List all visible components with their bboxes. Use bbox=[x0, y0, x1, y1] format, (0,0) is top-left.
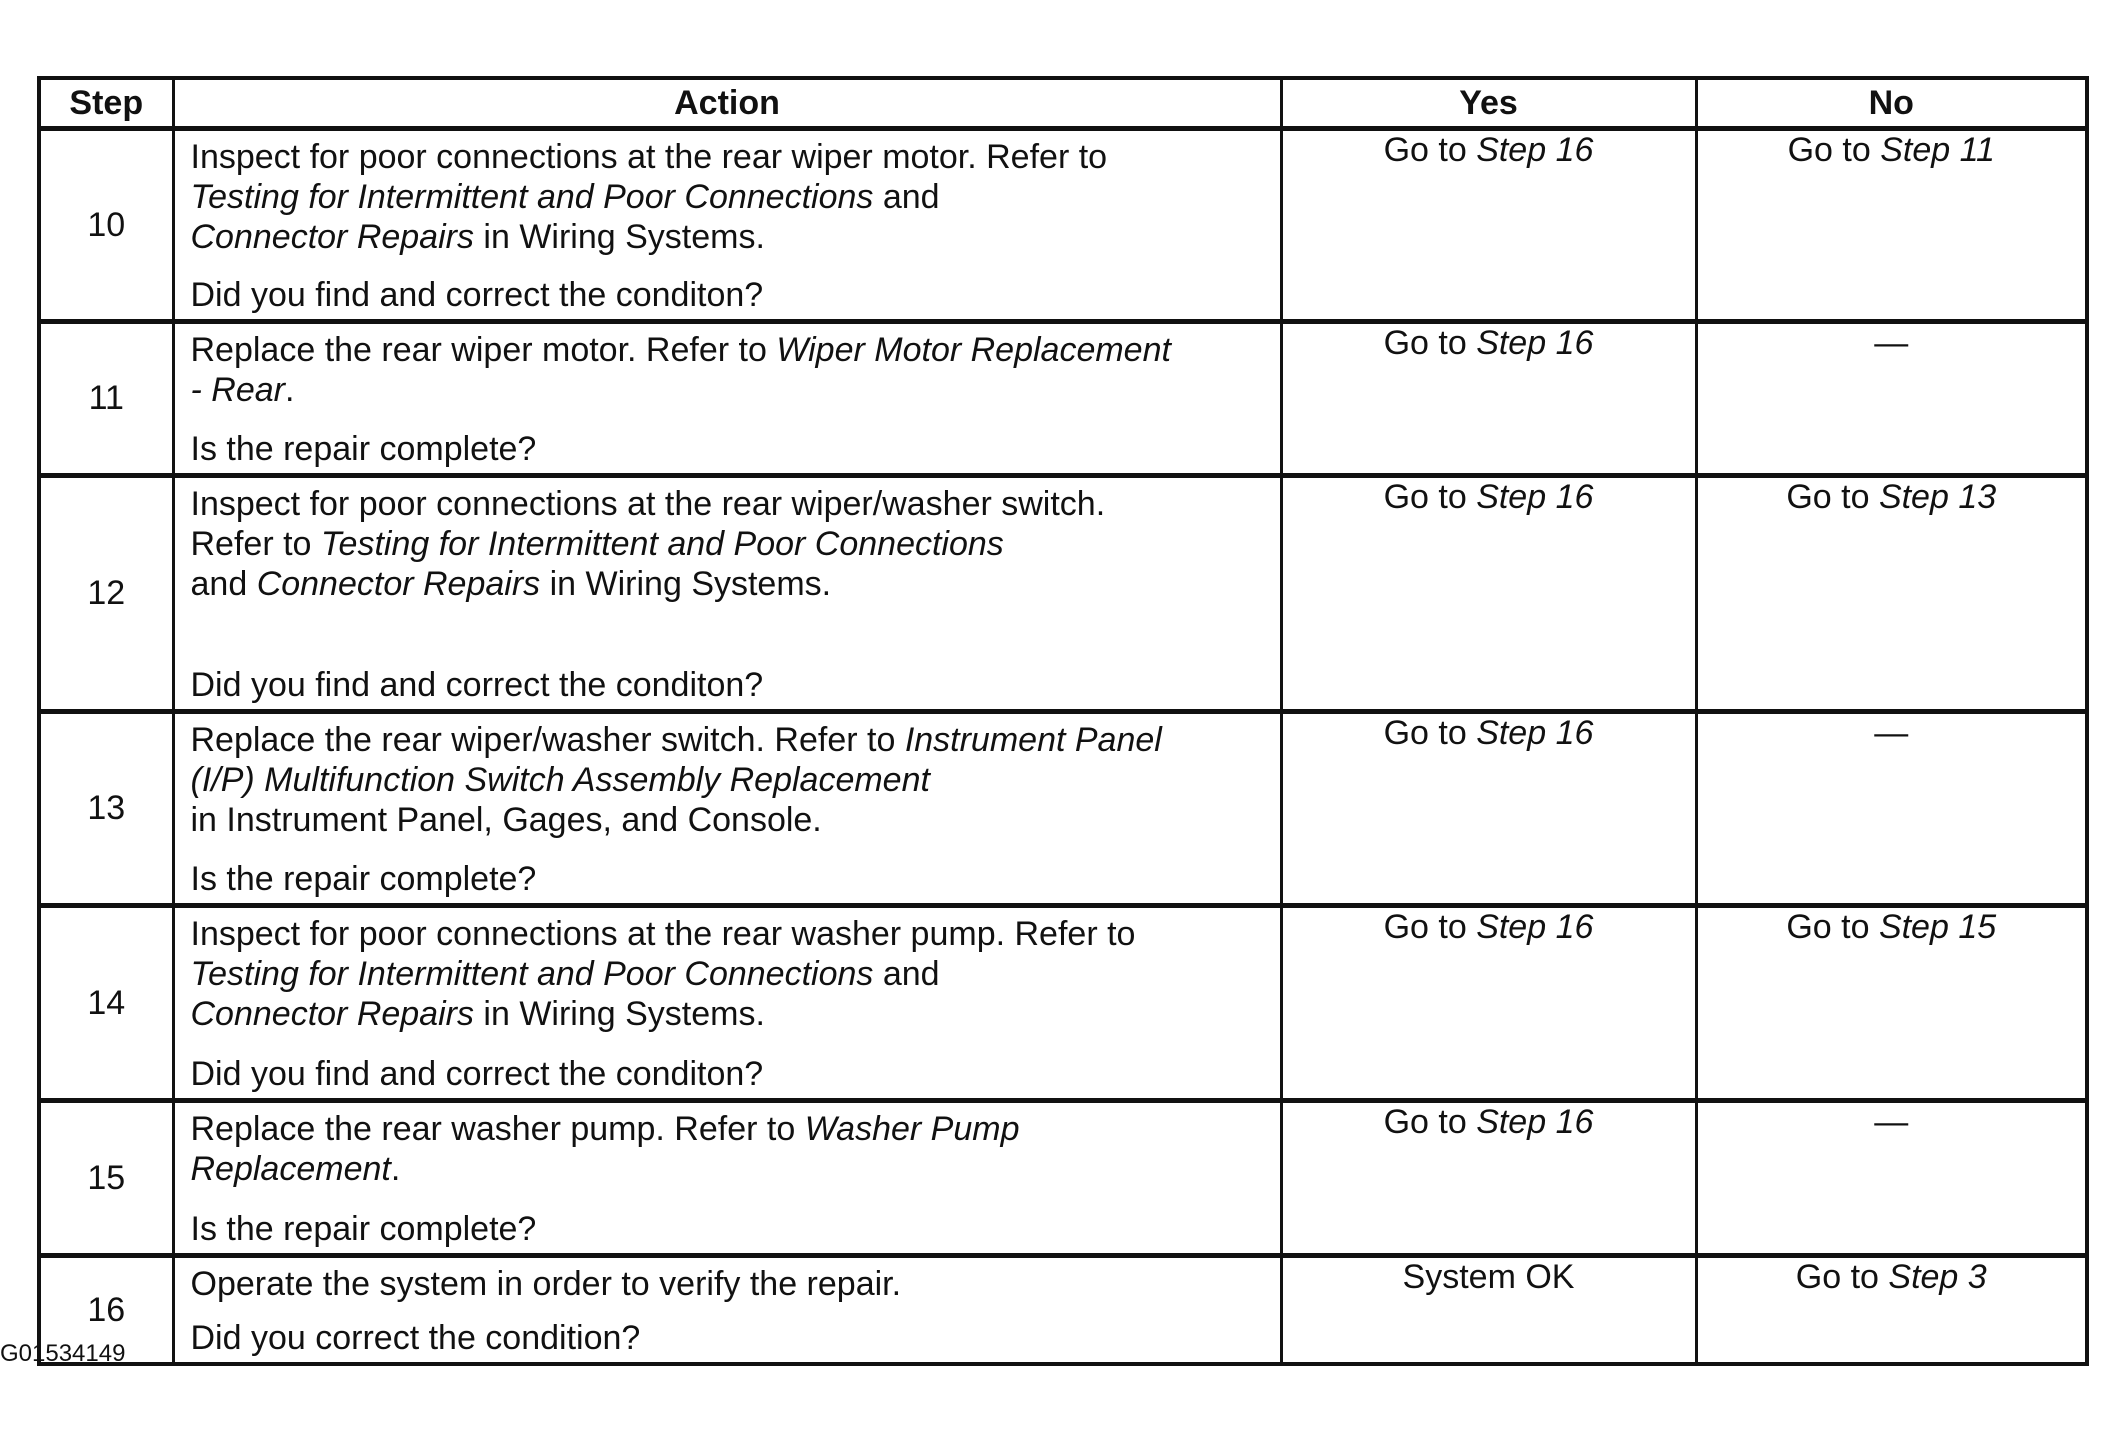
text-segment: Replace the rear washer pump. Refer to bbox=[190, 1110, 805, 1148]
text-segment: Go to bbox=[1383, 714, 1477, 752]
text-segment: Go to bbox=[1383, 478, 1477, 516]
text-segment: in Instrument Panel, Gages, and Console. bbox=[190, 801, 822, 839]
reference-link-text: Wiper Motor Replacement - Rear bbox=[190, 331, 1171, 409]
step-number: 11 bbox=[39, 322, 173, 476]
step-number: 14 bbox=[39, 906, 173, 1101]
reference-link-text: Step 11 bbox=[1880, 131, 1995, 169]
text-segment: Replace the rear wiper/washer switch. Refer to bbox=[190, 721, 905, 759]
text-segment: Go to bbox=[1383, 908, 1477, 946]
header-row bbox=[39, 78, 2087, 129]
no-result-empty bbox=[1696, 322, 2087, 476]
table-body bbox=[39, 129, 2087, 1365]
reference-link-text: Connector Repairs bbox=[256, 565, 541, 603]
reference-link-text: Connector Repairs bbox=[190, 995, 474, 1033]
reference-link-text: Testing for Intermittent and Poor Connections bbox=[190, 178, 874, 216]
text-segment: in Wiring Systems. bbox=[473, 218, 765, 256]
action-question: Is the repair complete? bbox=[190, 1210, 537, 1248]
action-question: Is the repair complete? bbox=[190, 860, 537, 898]
yes-result bbox=[1281, 712, 1696, 906]
reference-link-text: Step 16 bbox=[1476, 1103, 1594, 1141]
action-cell bbox=[173, 1256, 1281, 1365]
table-row bbox=[39, 1256, 2087, 1365]
action-instruction bbox=[191, 914, 1270, 1034]
text-segment: — bbox=[1874, 324, 1909, 362]
figure-id: G01534149 bbox=[0, 1340, 126, 1367]
reference-link-text: Step 16 bbox=[1476, 908, 1594, 946]
text-segment: Go to bbox=[1383, 1103, 1477, 1141]
action-question: Did you find and correct the conditon? bbox=[190, 666, 764, 704]
diagnostic-table bbox=[37, 76, 2089, 1366]
text-segment: Go to bbox=[1383, 131, 1477, 169]
yes-result bbox=[1281, 322, 1696, 476]
reference-link-text: Step 3 bbox=[1888, 1258, 1987, 1296]
step-number: 15 bbox=[39, 1101, 173, 1256]
text-segment: and bbox=[190, 565, 248, 603]
action-cell bbox=[173, 476, 1281, 712]
text-segment: Inspect for poor connections at the rear wiper/washer switch. Refer to bbox=[190, 485, 1106, 563]
no-result bbox=[1696, 906, 2087, 1101]
reference-link-text: Step 16 bbox=[1476, 324, 1594, 362]
text-segment: Operate the system in order to verify the repair. bbox=[190, 1265, 902, 1303]
action-question: Did you correct the condition? bbox=[190, 1319, 641, 1357]
table-row bbox=[39, 712, 2087, 906]
table-row bbox=[39, 476, 2087, 712]
text-segment: — bbox=[1874, 714, 1909, 752]
text-segment: Go to bbox=[1383, 324, 1477, 362]
step-number: 16 bbox=[39, 1256, 173, 1365]
table-row bbox=[39, 322, 2087, 476]
yes-result bbox=[1281, 129, 1696, 322]
reference-link-text: Step 15 bbox=[1878, 908, 1997, 946]
action-cell bbox=[173, 129, 1281, 322]
text-segment: . bbox=[284, 371, 295, 409]
action-instruction bbox=[191, 1109, 1270, 1189]
action-instruction bbox=[191, 720, 1270, 840]
header-yes: Yes bbox=[1281, 78, 1696, 129]
text-segment: Go to bbox=[1786, 908, 1879, 946]
reference-link-text: Step 16 bbox=[1476, 131, 1594, 169]
text-segment: in Wiring Systems. bbox=[540, 565, 832, 603]
action-instruction bbox=[191, 330, 1270, 410]
header-step: Step bbox=[39, 78, 173, 129]
text-segment: — bbox=[1874, 1103, 1909, 1141]
text-segment: Inspect for poor connections at the rear wiper motor. Refer to bbox=[190, 138, 1108, 176]
step-number: 13 bbox=[39, 712, 173, 906]
action-question: Is the repair complete? bbox=[190, 430, 537, 468]
text-segment: System OK bbox=[1402, 1258, 1575, 1296]
action-cell bbox=[173, 906, 1281, 1101]
no-result-empty bbox=[1696, 712, 2087, 906]
action-cell bbox=[173, 322, 1281, 476]
reference-link-text: Testing for Intermittent and Poor Connections bbox=[320, 525, 1004, 563]
action-cell bbox=[173, 1101, 1281, 1256]
header-no: No bbox=[1696, 78, 2087, 129]
action-question: Did you find and correct the conditon? bbox=[190, 276, 764, 314]
header-action: Action bbox=[173, 78, 1281, 129]
yes-result bbox=[1281, 1101, 1696, 1256]
step-number: 12 bbox=[39, 476, 173, 712]
reference-link-text: Connector Repairs bbox=[190, 218, 474, 256]
action-instruction bbox=[191, 1264, 1270, 1304]
text-segment: Go to bbox=[1787, 131, 1881, 169]
text-segment: and bbox=[882, 178, 940, 216]
no-result-empty bbox=[1696, 1101, 2087, 1256]
table-row bbox=[39, 906, 2087, 1101]
yes-result bbox=[1281, 1256, 1696, 1365]
action-instruction bbox=[191, 137, 1270, 257]
step-number: 10 bbox=[39, 129, 173, 322]
reference-link-text: Step 16 bbox=[1476, 714, 1594, 752]
table-row bbox=[39, 1101, 2087, 1256]
reference-link-text: Step 13 bbox=[1878, 478, 1997, 516]
text-segment: Replace the rear wiper motor. Refer to bbox=[190, 331, 777, 369]
action-cell bbox=[173, 712, 1281, 906]
reference-link-text: Testing for Intermittent and Poor Connections bbox=[190, 955, 874, 993]
yes-result bbox=[1281, 476, 1696, 712]
text-segment: in Wiring Systems. bbox=[473, 995, 765, 1033]
no-result bbox=[1696, 129, 2087, 322]
text-segment: and bbox=[882, 955, 940, 993]
action-question: Did you find and correct the conditon? bbox=[190, 1055, 764, 1093]
table-row bbox=[39, 129, 2087, 322]
action-instruction bbox=[191, 484, 1270, 604]
text-segment: Go to bbox=[1795, 1258, 1889, 1296]
reference-link-text: Instrument Panel (I/P) Multifunction Switch Assembly Replacement bbox=[190, 721, 1162, 799]
text-segment: Go to bbox=[1786, 478, 1879, 516]
yes-result bbox=[1281, 906, 1696, 1101]
text-segment: . bbox=[390, 1150, 401, 1188]
reference-link-text: Step 16 bbox=[1476, 478, 1594, 516]
reference-link-text: Washer Pump Replacement bbox=[190, 1110, 1020, 1188]
text-segment: Inspect for poor connections at the rear washer pump. Refer to bbox=[190, 915, 1136, 953]
no-result bbox=[1696, 1256, 2087, 1365]
no-result bbox=[1696, 476, 2087, 712]
